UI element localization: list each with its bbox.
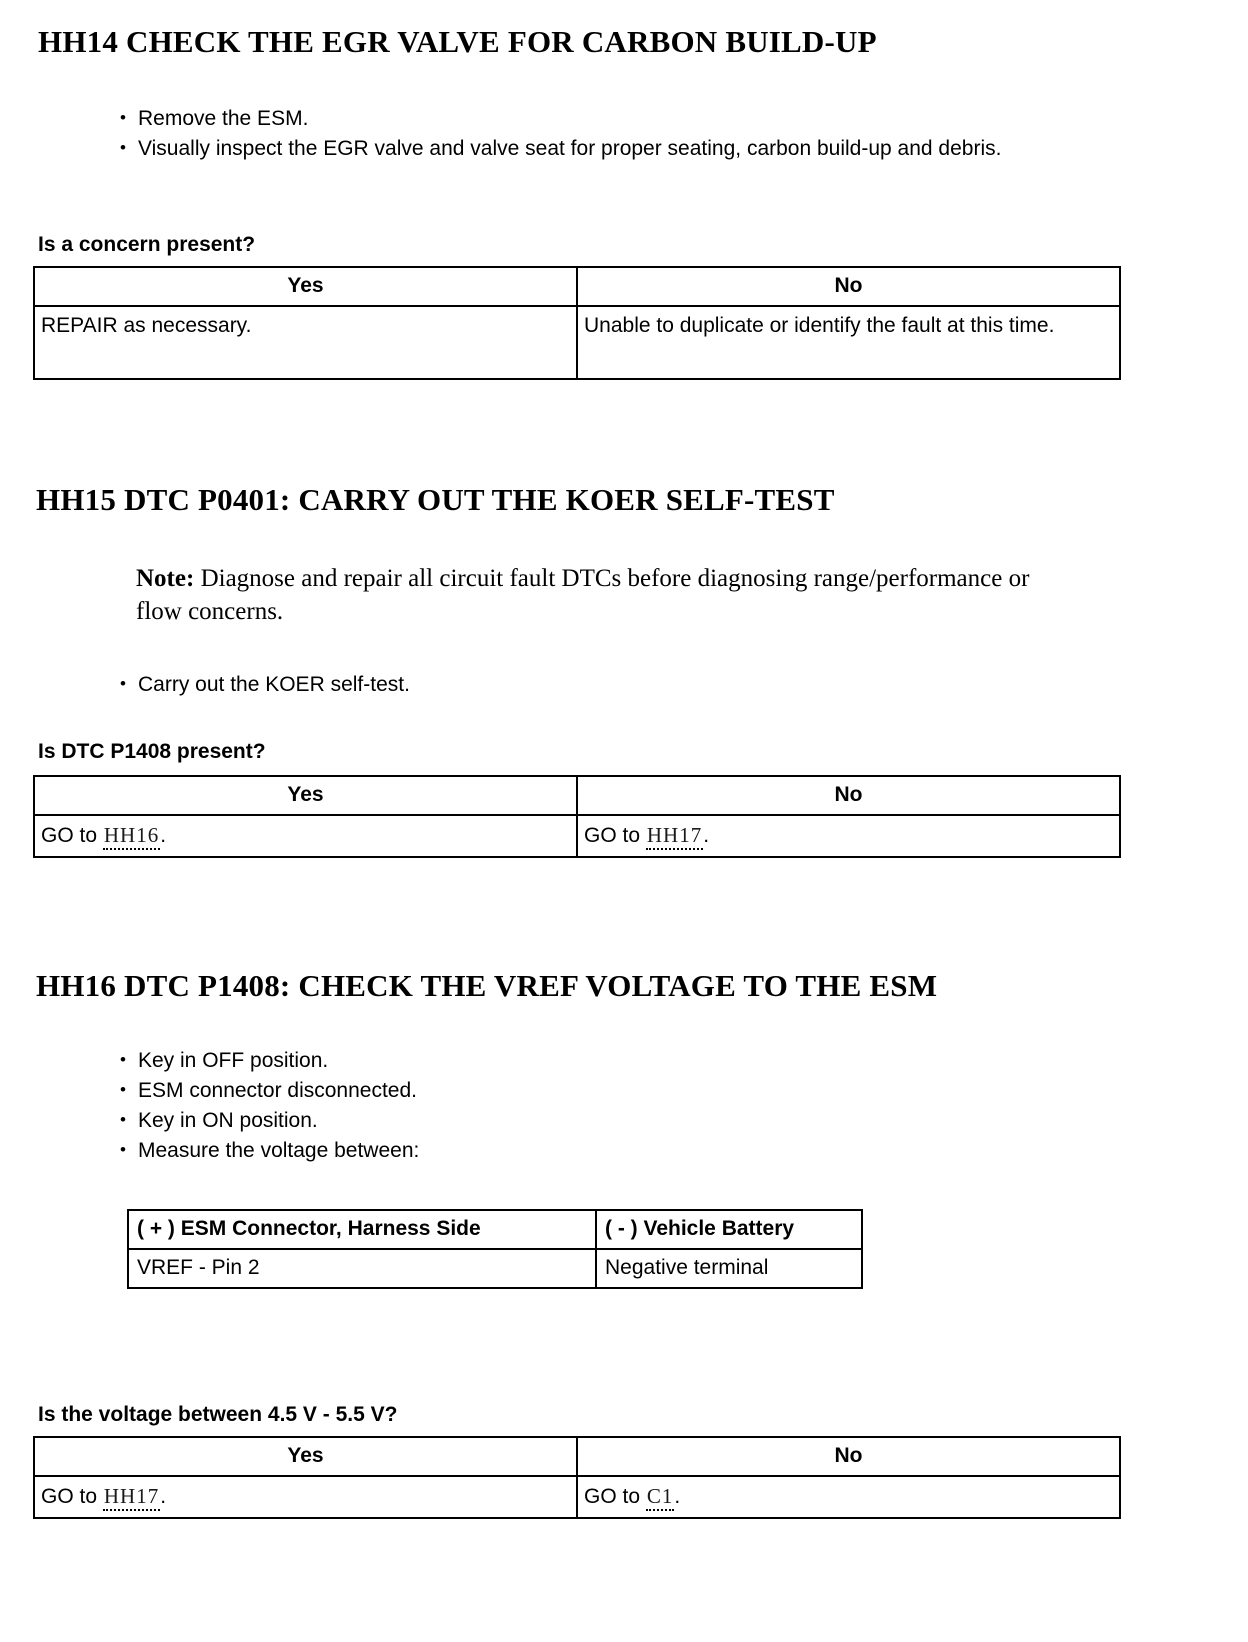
yes-no-table-hh16 — [33, 1436, 1121, 1519]
bullet-text: Visually inspect the EGR valve and valve seat for proper seating, carbon build-up and debris. — [138, 137, 1002, 160]
cell-no-action: Unable to duplicate or identify the fault at this time. — [577, 306, 1120, 379]
list-item — [120, 1076, 1020, 1106]
column-header-positive-probe: ( + ) ESM Connector, Harness Side — [128, 1210, 596, 1249]
table-row — [34, 306, 1120, 379]
cell-positive-probe: VREF - Pin 2 — [128, 1249, 596, 1288]
cross-reference-link[interactable]: HH16 — [103, 823, 160, 850]
list-item — [120, 1046, 1020, 1076]
measurement-table-hh16 — [127, 1209, 863, 1289]
column-header-negative-probe: ( - ) Vehicle Battery — [596, 1210, 862, 1249]
bullet-text: Key in OFF position. — [138, 1049, 329, 1072]
column-header-yes: Yes — [34, 1437, 577, 1476]
goto-suffix: . — [160, 1485, 167, 1508]
column-header-yes: Yes — [34, 776, 577, 815]
column-header-no: No — [577, 776, 1120, 815]
goto-suffix: . — [703, 824, 710, 847]
question-label-hh15: Is DTC P1408 present? — [38, 740, 266, 763]
goto-prefix: GO to — [41, 1485, 103, 1508]
note-paragraph-hh15 — [136, 562, 1036, 628]
goto-suffix: . — [674, 1485, 681, 1508]
table-header-row — [34, 1437, 1120, 1476]
yes-no-table-hh14 — [33, 266, 1121, 380]
list-item — [120, 134, 1170, 164]
table-header-row — [34, 267, 1120, 306]
question-label-hh16: Is the voltage between 4.5 V - 5.5 V? — [38, 1403, 398, 1426]
cross-reference-link[interactable]: HH17 — [646, 823, 703, 850]
cell-negative-probe: Negative terminal — [596, 1249, 862, 1288]
table-header-row — [34, 776, 1120, 815]
section-heading-hh15: HH15 DTC P0401: CARRY OUT THE KOER SELF-TEST — [36, 482, 835, 517]
bullet-text: Remove the ESM. — [138, 107, 309, 130]
bullet-text: ESM connector disconnected. — [138, 1079, 417, 1102]
goto-prefix: GO to — [584, 824, 646, 847]
table-row — [34, 1476, 1120, 1518]
cross-reference-link[interactable]: HH17 — [103, 1484, 160, 1511]
question-label-hh14: Is a concern present? — [38, 233, 256, 256]
bullet-text: Carry out the KOER self-test. — [138, 673, 410, 696]
column-header-yes: Yes — [34, 267, 577, 306]
note-text: Diagnose and repair all circuit fault DTCs before diagnosing range/performance or flow concerns. — [136, 565, 1030, 625]
column-header-no: No — [577, 1437, 1120, 1476]
bullet-text: Measure the voltage between: — [138, 1139, 420, 1162]
table-row — [128, 1249, 862, 1288]
cell-yes-action — [34, 1476, 577, 1518]
list-item — [120, 670, 1020, 700]
bullet-list-hh15 — [120, 670, 1020, 700]
goto-prefix: GO to — [41, 824, 103, 847]
yes-no-table-hh15 — [33, 775, 1121, 858]
bullet-list-hh14 — [120, 104, 1170, 164]
column-header-no: No — [577, 267, 1120, 306]
cell-yes-action — [34, 815, 577, 857]
section-heading-hh16: HH16 DTC P1408: CHECK THE VREF VOLTAGE TO THE ESM — [36, 968, 938, 1003]
bullet-list-hh16 — [120, 1046, 1020, 1166]
list-item — [120, 1136, 1020, 1166]
table-header-row — [128, 1210, 862, 1249]
section-heading-hh14: HH14 CHECK THE EGR VALVE FOR CARBON BUILD-UP — [38, 24, 877, 59]
list-item — [120, 1106, 1020, 1136]
cross-reference-link[interactable]: C1 — [646, 1484, 675, 1511]
goto-suffix: . — [160, 824, 167, 847]
cell-no-action — [577, 1476, 1120, 1518]
list-item — [120, 104, 1170, 134]
cell-no-action — [577, 815, 1120, 857]
cell-yes-action: REPAIR as necessary. — [34, 306, 577, 379]
goto-prefix: GO to — [584, 1485, 646, 1508]
note-label: Note: — [136, 565, 195, 592]
table-row — [34, 815, 1120, 857]
bullet-text: Key in ON position. — [138, 1109, 318, 1132]
